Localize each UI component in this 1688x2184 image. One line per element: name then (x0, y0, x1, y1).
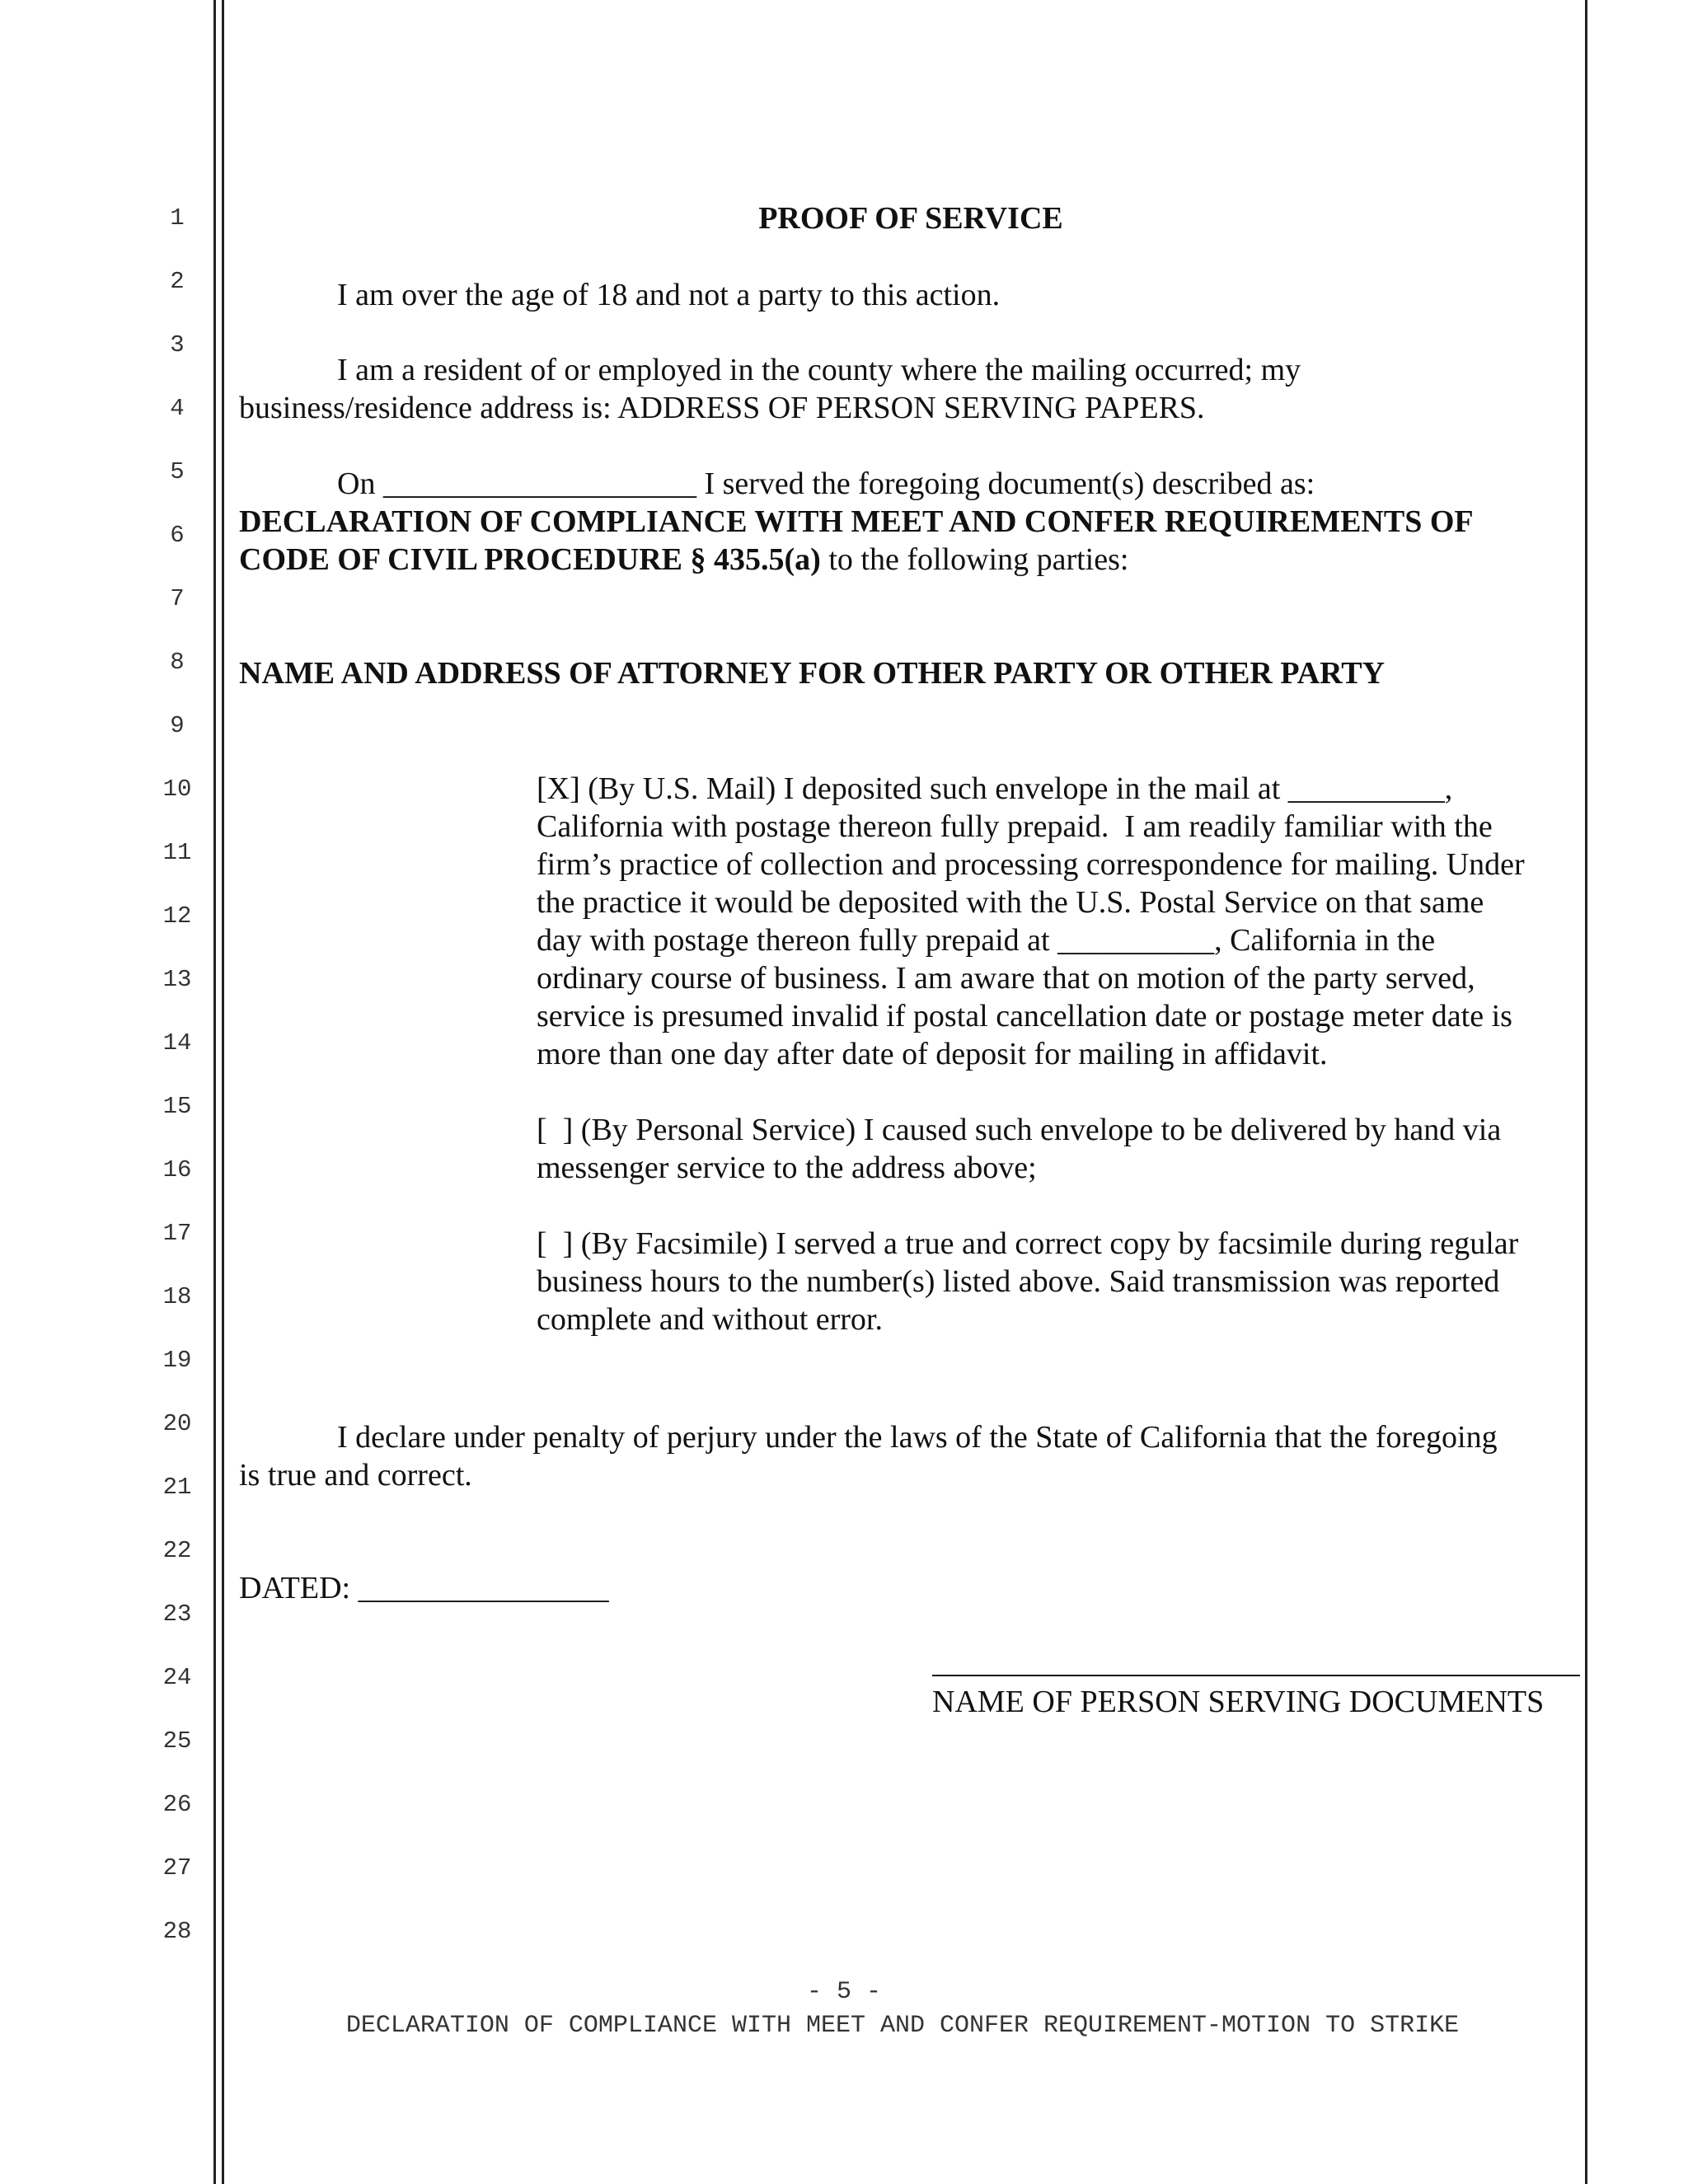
declaration-line2: is true and correct. (239, 1458, 472, 1493)
left-margin-rule-inner (222, 0, 224, 2184)
signature-name: NAME OF PERSON SERVING DOCUMENTS (932, 1685, 1545, 1719)
fax-service-line: complete and without error. (537, 1302, 883, 1337)
line-number: 26 (162, 1791, 192, 1818)
line-number: 11 (162, 839, 192, 866)
mail-service-line: ordinary course of business. I am aware that on motion of the party served, (537, 961, 1475, 996)
served-on-prefix: On (337, 466, 376, 501)
footer-title: DECLARATION OF COMPLIANCE WITH MEET AND CONFER REQUIREMENT-MOTION TO STRIKE (345, 2012, 1460, 2040)
declaration-line1: I declare under penalty of perjury under the laws of the State of California that the foregoing (337, 1420, 1498, 1455)
party-heading: NAME AND ADDRESS OF ATTORNEY FOR OTHER PARTY OR OTHER PARTY (239, 656, 1386, 691)
line-number: 23 (162, 1601, 192, 1628)
line-number: 7 (170, 585, 185, 612)
line-number: 13 (162, 966, 192, 993)
signature-line (932, 1675, 1580, 1676)
mail-service-line: service is presumed invalid if postal cancellation date or postage meter date is (537, 999, 1512, 1033)
line-number: 14 (162, 1029, 192, 1057)
line-number: 8 (170, 649, 185, 676)
line-number: 1 (170, 204, 185, 232)
line-number: 28 (162, 1918, 192, 1945)
line-number: 17 (162, 1220, 192, 1247)
line-number: 2 (170, 268, 185, 295)
served-on-date-blank: ____________________ (382, 466, 696, 501)
mail-service-line: more than one day after date of deposit for mailing in affidavit. (537, 1037, 1328, 1071)
dated-field: DATED: ________________ (239, 1571, 609, 1605)
mail-service-line: firm’s practice of collection and processing correspondence for mailing. Under (537, 847, 1525, 882)
served-document-title-line2 (239, 541, 1128, 579)
personal-service-line: messenger service to the address above; (537, 1151, 1037, 1185)
line-number: 4 (170, 395, 185, 422)
line-number: 5 (170, 458, 185, 485)
mail-service-line: [X] (By U.S. Mail) I deposited such envelope in the mail at __________, (537, 771, 1453, 806)
served-on-line (337, 465, 1315, 503)
line-number: 18 (162, 1283, 192, 1310)
line-number: 12 (162, 902, 192, 930)
line-number: 6 (170, 522, 185, 549)
line-number: 24 (162, 1664, 192, 1691)
served-on-suffix: I served the foregoing document(s) described as: (704, 466, 1315, 501)
page-number: - 5 - (806, 1978, 881, 2006)
line-number: 21 (162, 1474, 192, 1501)
line-number: 10 (162, 776, 192, 803)
line-number: 27 (162, 1854, 192, 1882)
line-number: 9 (170, 712, 185, 739)
fax-service-line: business hours to the number(s) listed above. Said transmission was reported (537, 1264, 1500, 1299)
mail-service-line: California with postage thereon fully prepaid. I am readily familiar with the (537, 809, 1493, 844)
resident-statement-line2: business/residence address is: ADDRESS OF PERSON SERVING PAPERS. (239, 391, 1205, 425)
line-number: 22 (162, 1537, 192, 1564)
personal-service-line: [ ] (By Personal Service) I caused such envelope to be delivered by hand via (537, 1113, 1502, 1147)
document-title: PROOF OF SERVICE (758, 201, 1063, 236)
mail-service-line: the practice it would be deposited with the U.S. Postal Service on that same (537, 885, 1484, 920)
line-number: 19 (162, 1347, 192, 1374)
line-number: 3 (170, 331, 185, 359)
right-margin-rule (1585, 0, 1587, 2184)
age-statement: I am over the age of 18 and not a party to this action. (337, 278, 1001, 312)
left-margin-rule-outer (213, 0, 216, 2184)
mail-service-line: day with postage thereon fully prepaid at __________, California in the (537, 923, 1436, 958)
line-number: 15 (162, 1093, 192, 1120)
served-document-title-line1: DECLARATION OF COMPLIANCE WITH MEET AND CONFER REQUIREMENTS OF (239, 504, 1474, 539)
resident-statement-line1: I am a resident of or employed in the county where the mailing occurred; my (337, 353, 1301, 387)
line-number: 20 (162, 1410, 192, 1437)
line-number: 25 (162, 1727, 192, 1755)
line-number: 16 (162, 1156, 192, 1183)
fax-service-line: [ ] (By Facsimile) I served a true and correct copy by facsimile during regular (537, 1226, 1519, 1261)
statute-reference: CODE OF CIVIL PROCEDURE § 435.5(a) (239, 542, 821, 577)
served-parties-text: to the following parties: (820, 542, 1129, 577)
